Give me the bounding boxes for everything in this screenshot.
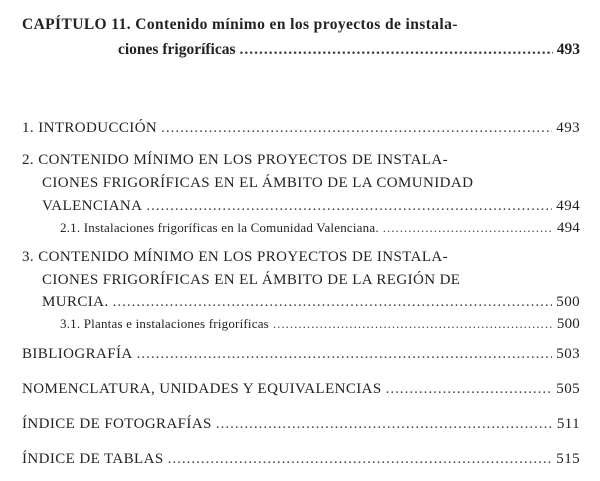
leader-dots: [273, 316, 553, 332]
toc-page-number: 493: [556, 120, 580, 136]
leader-dots: [383, 220, 553, 236]
leader-dots: [168, 451, 553, 468]
leader-dots: [216, 416, 553, 433]
toc-entry-sec2-line1: 2. CONTENIDO MÍNIMO EN LOS PROYECTOS DE INSTALA-: [22, 152, 449, 168]
toc-entry-label: 2.1. Instalaciones frigoríficas en la Comunidad Valenciana.: [60, 220, 379, 235]
chapter-title-line1: CAPÍTULO 11. Contenido mínimo en los proyectos de instala-: [22, 16, 458, 33]
toc-page-number: 503: [556, 346, 580, 362]
leader-dots: [137, 346, 553, 363]
toc-entry-introduccion[interactable]: [22, 120, 580, 137]
toc-entry-bibliografia[interactable]: [22, 346, 580, 363]
toc-entry-sec3-1[interactable]: [60, 316, 580, 333]
toc-page-number: 511: [556, 416, 580, 432]
chapter-title-line2: ciones frigoríficas: [118, 41, 236, 58]
leader-dots: [161, 120, 552, 137]
toc-entry-label: 3.1. Plantas e instalaciones frigoríficas: [60, 316, 269, 331]
toc-entry-sec2-1[interactable]: [60, 220, 580, 237]
toc-entry-sec3[interactable]: [42, 294, 580, 311]
toc-entry-sec2-line2: CIONES FRIGORÍFICAS EN EL ÁMBITO DE LA COMUNIDAD: [42, 175, 474, 191]
chapter-title-row: [118, 41, 580, 59]
toc-entry-label: MURCIA.: [42, 294, 109, 310]
toc-page-number: 500: [556, 294, 580, 310]
toc-entry-label: 1. INTRODUCCIÓN: [22, 120, 158, 136]
toc-page-number: 515: [556, 451, 580, 467]
toc-entry-indice-fotografias[interactable]: [22, 416, 580, 433]
toc-entry-sec2[interactable]: [42, 198, 580, 215]
toc-page-number: 494: [556, 198, 580, 214]
toc-entry-label: NOMENCLATURA, UNIDADES Y EQUIVALENCIAS: [22, 381, 382, 397]
leader-dots: [386, 381, 553, 398]
toc-entry-label: ÍNDICE DE FOTOGRAFÍAS: [22, 416, 212, 432]
toc-entry-nomenclatura[interactable]: [22, 381, 580, 398]
leader-dots: [113, 294, 553, 311]
chapter-page-number: 493: [556, 41, 580, 58]
toc-page-number: 494: [556, 220, 580, 236]
toc-page-number: 500: [556, 316, 580, 332]
toc-page-number: 505: [556, 381, 580, 397]
leader-dots: [146, 198, 552, 215]
leader-dots: [240, 41, 553, 59]
toc-entry-sec3-line1: 3. CONTENIDO MÍNIMO EN LOS PROYECTOS DE INSTALA-: [22, 249, 449, 265]
toc-entry-label: ÍNDICE DE TABLAS: [22, 451, 164, 467]
toc-entry-indice-tablas[interactable]: [22, 451, 580, 468]
toc-entry-sec3-line2: CIONES FRIGORÍFICAS EN EL ÁMBITO DE LA REGIÓN DE: [42, 272, 461, 288]
toc-entry-label: VALENCIANA: [42, 198, 143, 214]
toc-entry-label: BIBLIOGRAFÍA: [22, 346, 133, 362]
